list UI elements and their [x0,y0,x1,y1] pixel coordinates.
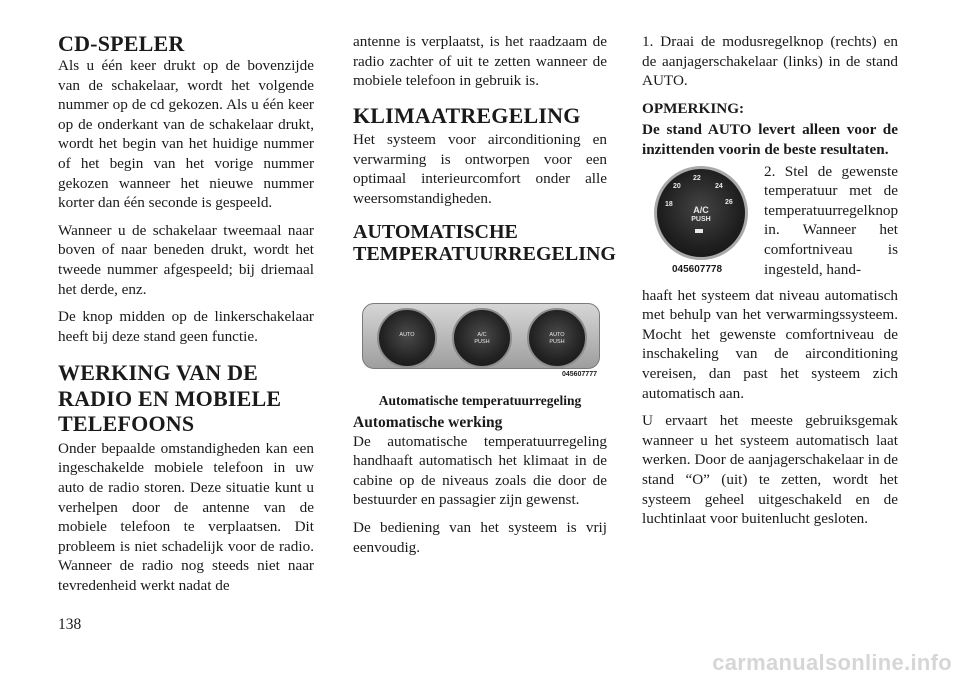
figure-number: 045607778 [672,263,723,275]
paragraph: Als u één keer drukt op de bovenzijde van de schakelaar, wordt het volgende nummer op de cd gekozen. Als u één keer op de onderkant van de schakelaar drukt, wordt het begin van het huidige nummer of het begin van het vorige nummer gekozen wanneer het nieuwe nummer korter dan één seconde is gespeeld. [58,57,314,212]
paragraph: U ervaart het meeste gebruiksgemak wanneer u het systeem automatisch laat werken. Door de aanjagerschakelaar in de stand “O” (uit) te zetten, wordt het systeem geheel uitgeschakeld en de luchtinlaat voor buitenlucht gesloten. [642,412,898,528]
section-heading-radio-mobile: WERKING VAN DE RADIO EN MOBIELE TELEFOONS [58,360,282,437]
subheading-automatische-werking: Automatische werking [353,413,503,431]
section-heading-klimaatregeling: KLIMAATREGELING [353,102,581,128]
section-heading-automatische-temperatuurregeling: AUTOMATISCHE TEMPERATUURREGELING [353,220,616,265]
column-right [642,32,898,529]
temperature-dial-image: 20 22 24 26 18 A/C PUSH [654,166,748,260]
note-text: De stand AUTO levert alleen voor de inzittenden voorin de beste resultaten. [642,121,898,158]
paragraph: Wanneer u de schakelaar tweemaal naar boven of naar beneden drukt, wordt het tweede nummer afgespeeld; bij driemaal het derde, enz. [58,221,314,298]
figure-number: 045607777 [561,370,597,378]
page-number: 138 [58,616,82,633]
paragraph: antenne is verplaatst, is het raadzaam de radio zachter of uit te zetten wanneer de mobiele telefoon in gebruik is. [353,33,607,90]
paragraph: De bediening van het systeem is vrij eenvoudig. [353,519,607,556]
column-left [58,32,314,596]
figure-caption: Automatische temperatuurregeling [378,392,582,408]
fan-knob: AUTO [377,308,437,368]
mode-knob: AUTO PUSH [527,308,587,368]
watermark: carmanualsonline.info [712,650,952,675]
climate-control-figure [353,301,607,409]
column-middle [353,32,616,557]
step-2-start: 2. Stel de gewenste temperatuur met de temperatuurregelknop in. Wanneer het comfortniveau is ingesteld, hand- [764,162,899,278]
indicator-light [695,229,703,233]
note-label: OPMERKING: [642,99,745,117]
paragraph: De knop midden op de linkerschakelaar heeft bij deze stand geen functie. [58,308,314,345]
temperature-dial-block [642,162,898,286]
paragraph: De automatische temperatuurregeling handhaaft automatisch het klimaat in de cabine op de niveaus zoals die door de bestuurder en passagier zijn gewenst. [353,432,607,509]
temperature-knob: A/C PUSH [452,308,512,368]
paragraph: Onder bepaalde omstandigheden kan een ingeschakelde mobiele telefoon in uw auto de radio storen. Deze situatie kunt u verhelpen door de antenne van de mobiele telefoon te verplaatsen. Dit probleem is niet schadelijk voor de radio. Wanneer de radio nog steeds niet naar tevredenheid werkt nadat de [58,439,314,594]
paragraph: Het systeem voor airconditioning en verwarming is ontworpen voor een optimaal interieurcomfort onder alle weersomstandigheden. [353,131,607,208]
section-heading-cd-speler: CD-SPELER [58,31,185,56]
step-2-continued: haaft het systeem dat niveau automatisch met behulp van het verwarmingssysteem. Mocht het gewenste comfortniveau de inschakeling van de airconditioning vereisen, dan past het systeem zich automatisch aan. [642,286,898,402]
step-1: 1. Draai de modusregelknop (rechts) en de aanjagerschakelaar (links) in de stand AUTO. [642,33,898,90]
climate-control-panel-image [362,303,600,369]
